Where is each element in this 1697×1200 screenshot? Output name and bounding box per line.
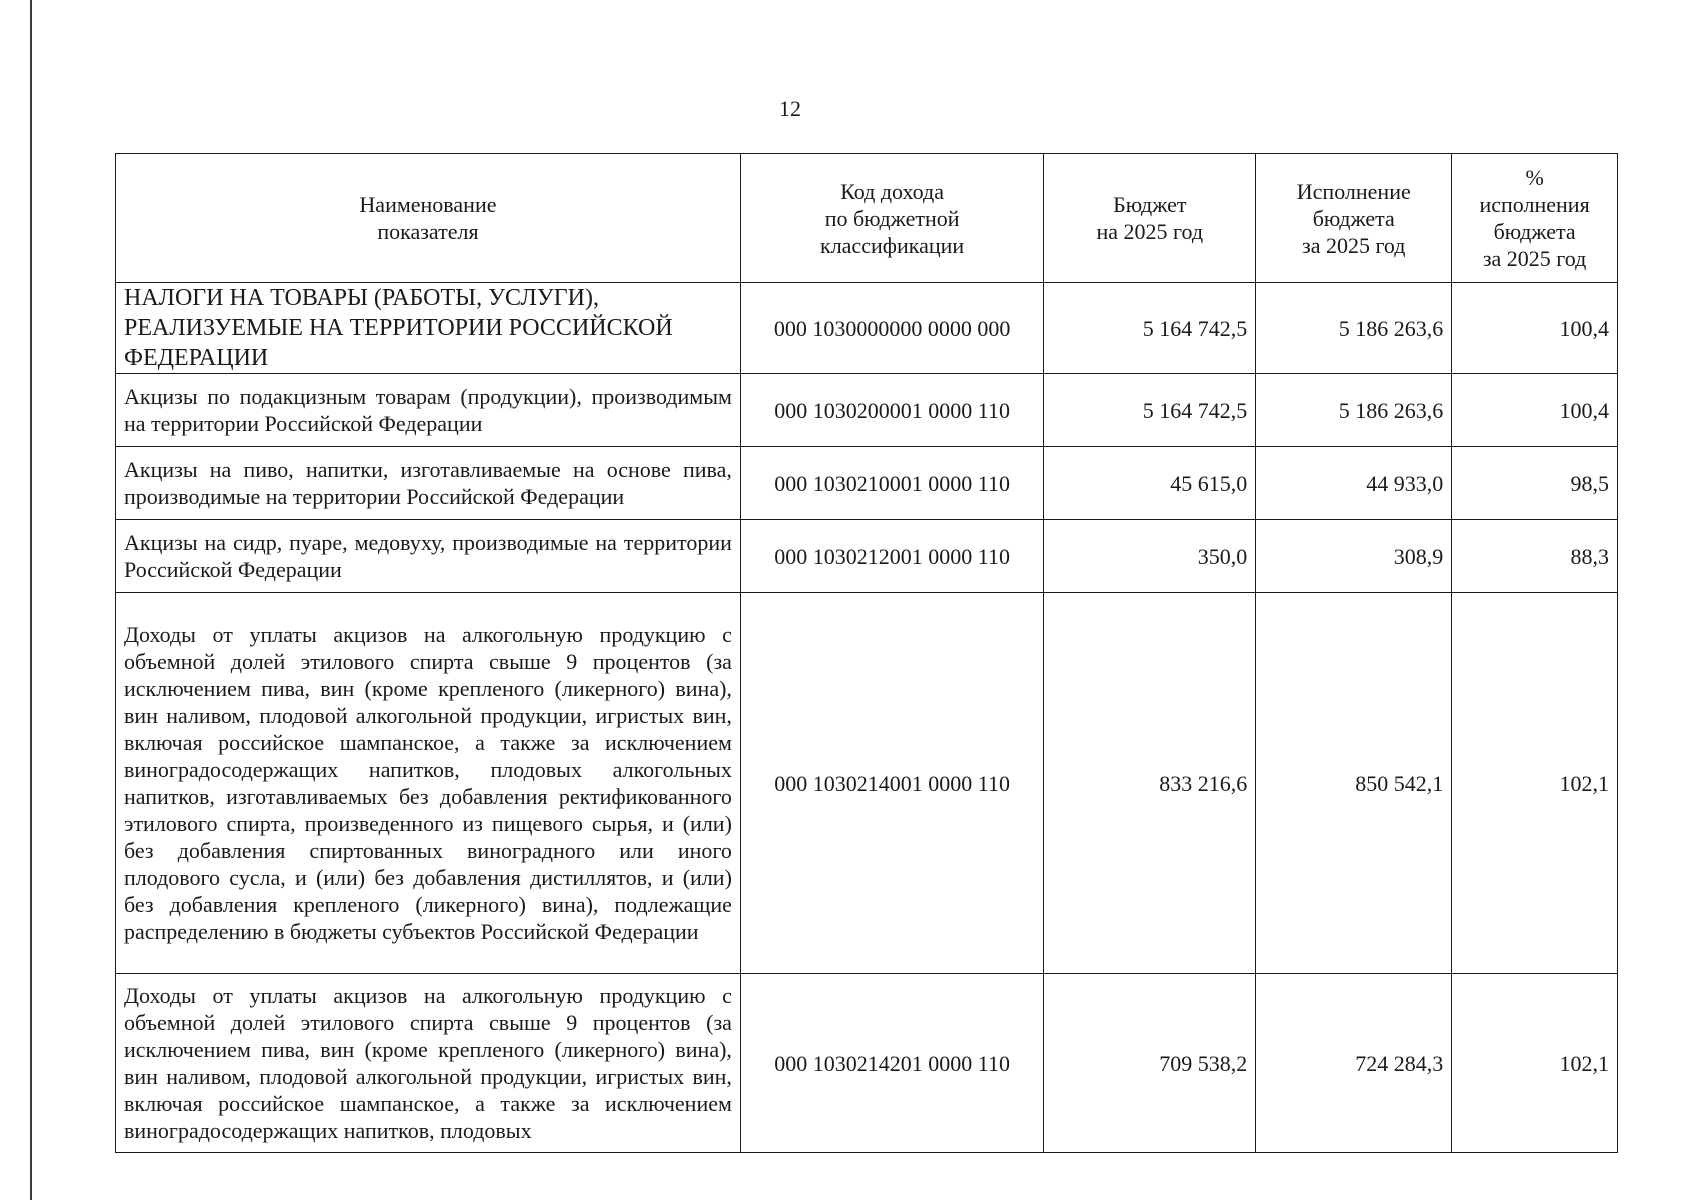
row-code: 000 1030212001 0000 110 — [740, 520, 1043, 593]
table-header-row — [116, 154, 1618, 283]
scan-edge-line — [30, 0, 32, 1200]
table-row — [116, 447, 1618, 520]
row-budget: 5 164 742,5 — [1044, 283, 1256, 374]
row-execution: 308,9 — [1256, 520, 1452, 593]
header-percent-line: бюджета — [1493, 219, 1576, 244]
header-percent — [1452, 154, 1618, 283]
row-execution: 850 542,1 — [1256, 593, 1452, 974]
row-code: 000 1030210001 0000 110 — [740, 447, 1043, 520]
row-percent: 88,3 — [1452, 520, 1618, 593]
header-code-line: классификации — [820, 232, 965, 258]
header-execution — [1256, 154, 1452, 283]
row-code: 000 1030214201 0000 110 — [740, 974, 1043, 1153]
header-percent-line: % — [1525, 165, 1544, 190]
row-code: 000 1030200001 0000 110 — [740, 374, 1043, 447]
row-budget: 709 538,2 — [1044, 974, 1256, 1153]
table-row — [116, 283, 1618, 374]
row-percent: 102,1 — [1452, 974, 1618, 1153]
header-name-line: Наименование — [359, 192, 497, 217]
header-percent-line: исполнения — [1479, 192, 1590, 217]
row-name: НАЛОГИ НА ТОВАРЫ (РАБОТЫ, УСЛУГИ), РЕАЛИЗУЕМЫЕ НА ТЕРРИТОРИИ РОССИЙСКОЙ ФЕДЕРАЦИИ — [116, 283, 741, 374]
header-code — [740, 154, 1043, 283]
row-name: Акцизы по подакцизным товарам (продукции), производимым на территории Российской Федерации — [116, 374, 741, 447]
header-name — [116, 154, 741, 283]
row-execution: 5 186 263,6 — [1256, 374, 1452, 447]
table-row — [116, 974, 1618, 1153]
row-budget: 833 216,6 — [1044, 593, 1256, 974]
row-name: Доходы от уплаты акцизов на алкогольную продукцию с объемной долей этилового спирта свыше 9 процентов (за исключением пива, вин (кроме крепленого (ликерного) вина), вин наливом, плодовой алкогольной продукции, игристых вин, включая российское шампанское, а также за исключением виноградосодержащих напитков, плодовых — [116, 974, 741, 1153]
table-row — [116, 520, 1618, 593]
budget-execution-table — [115, 153, 1618, 1153]
table-row — [116, 593, 1618, 974]
header-budget-line: Бюджет — [1113, 192, 1187, 217]
row-budget: 5 164 742,5 — [1044, 374, 1256, 447]
row-code: 000 1030000000 0000 000 — [740, 283, 1043, 374]
row-percent: 100,4 — [1452, 283, 1618, 374]
row-percent: 98,5 — [1452, 447, 1618, 520]
header-execution-line: бюджета — [1312, 205, 1395, 231]
row-budget: 350,0 — [1044, 520, 1256, 593]
row-name: Акцизы на сидр, пуаре, медовуху, производимые на территории Российской Федерации — [116, 520, 741, 593]
header-execution-line: Исполнение — [1296, 178, 1411, 204]
row-percent: 102,1 — [1452, 593, 1618, 974]
header-code-line: Код дохода — [840, 178, 944, 204]
row-percent: 100,4 — [1452, 374, 1618, 447]
row-budget: 45 615,0 — [1044, 447, 1256, 520]
header-budget-line: на 2025 год — [1096, 219, 1204, 244]
table-row — [116, 374, 1618, 447]
header-name-line: показателя — [377, 219, 479, 244]
header-budget — [1044, 154, 1256, 283]
header-percent-line: за 2025 год — [1482, 246, 1587, 271]
header-execution-line: за 2025 год — [1302, 232, 1406, 258]
row-execution: 724 284,3 — [1256, 974, 1452, 1153]
row-code: 000 1030214001 0000 110 — [740, 593, 1043, 974]
row-execution: 5 186 263,6 — [1256, 283, 1452, 374]
header-code-line: по бюджетной — [824, 205, 960, 231]
page-number: 12 — [779, 96, 801, 121]
row-name: Доходы от уплаты акцизов на алкогольную продукцию с объемной долей этилового спирта свыше 9 процентов (за исключением пива, вин (кроме крепленого (ликерного) вина), вин наливом, плодовой алкогольной продукции, игристых вин, включая российское шампанское, а также за исключением виноградосодержащих напитков, плодовых алкогольных напитков, изготавливаемых без добавления ректификованного этилового спирта, произведенного из пищевого сырья, и (или) без добавления спиртованных виноградного или иного плодового сусла, и (или) без добавления дистиллятов, и (или) без добавления крепленого (ликерного) вина), подлежащие распределению в бюджеты субъектов Российской Федерации — [116, 593, 741, 974]
row-execution: 44 933,0 — [1256, 447, 1452, 520]
row-name: Акцизы на пиво, напитки, изготавливаемые на основе пива, производимые на территории Российской Федерации — [116, 447, 741, 520]
